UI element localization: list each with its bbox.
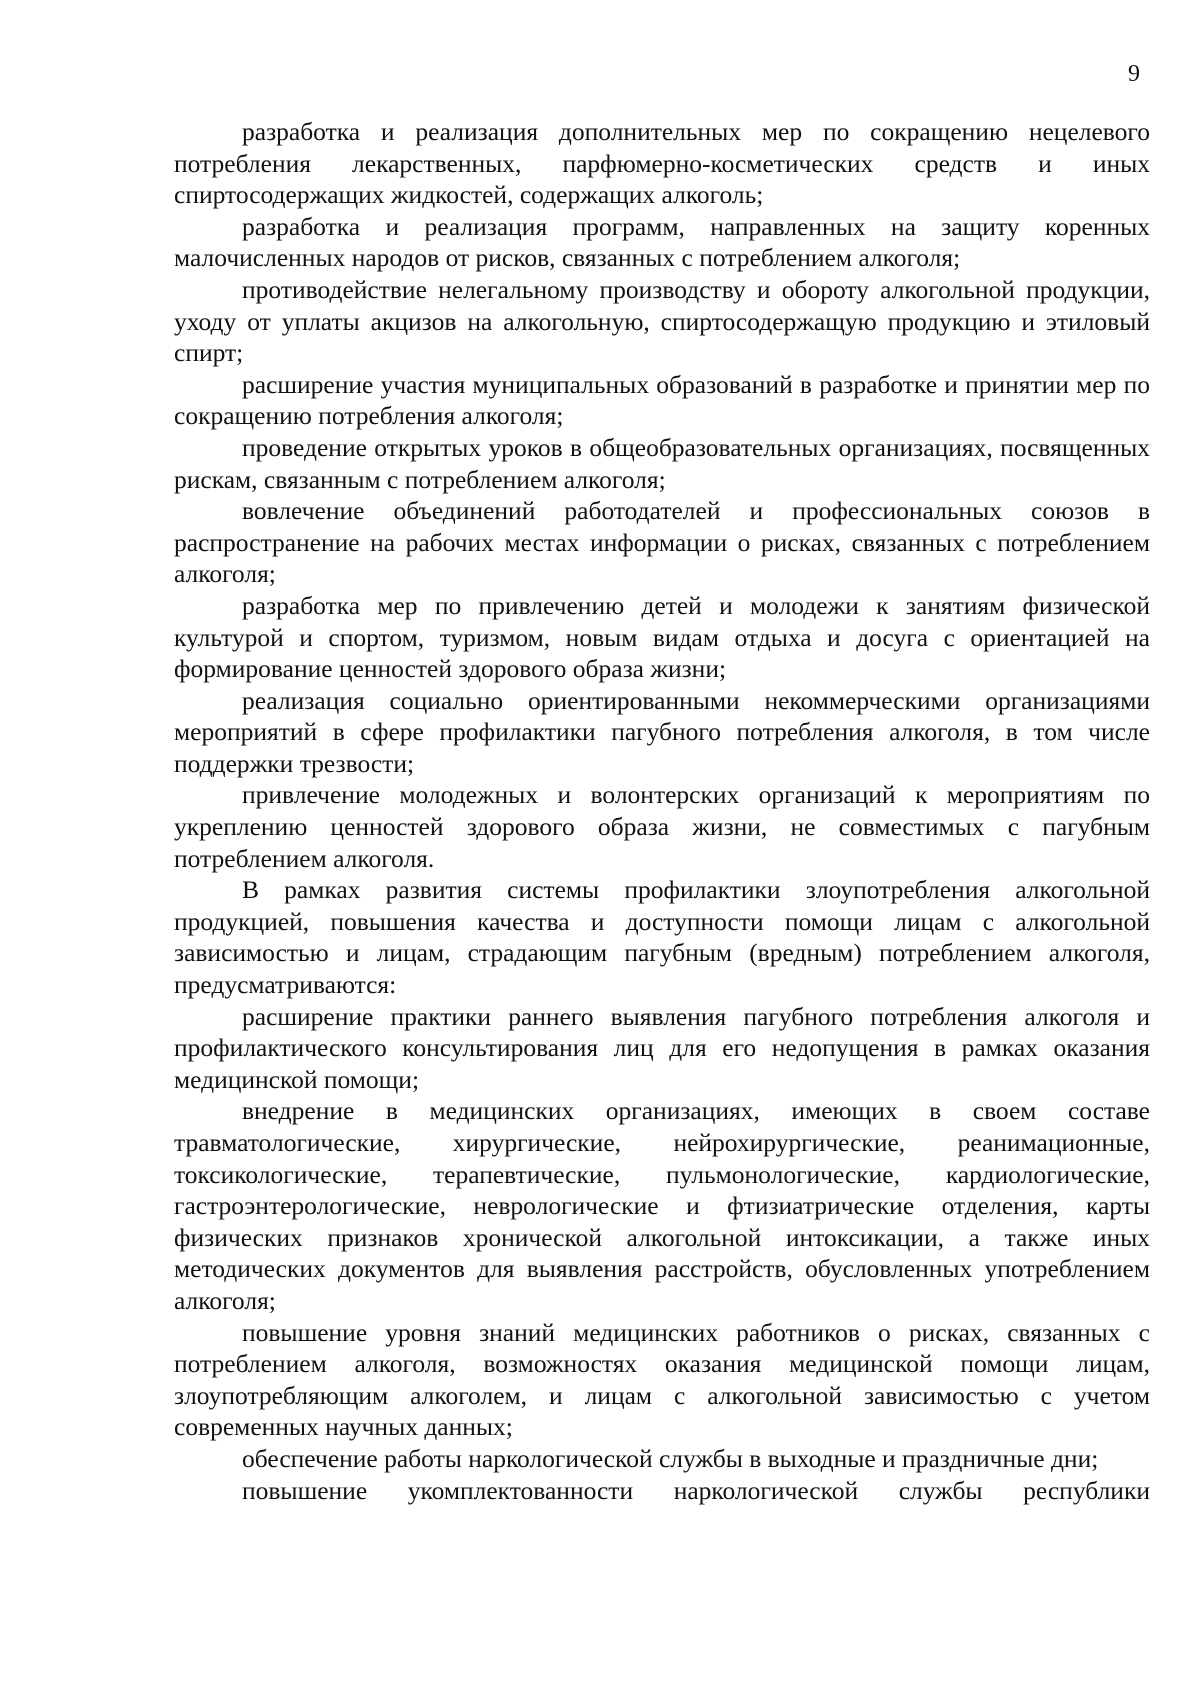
paragraph: вовлечение объединений работодателей и профессиональных союзов в распространение на рабочих местах информации о рисках, связанных с потреблением алкоголя;	[174, 496, 1150, 589]
paragraph: повышение уровня знаний медицинских работников о рисках, связанных с потреблением алкоголя, возможностях оказания медицинской помощи лицам, злоупотребляющим алкоголем, и лицам с алкогольной зависимостью с учетом современных научных данных;	[174, 1317, 1150, 1442]
paragraph: разработка и реализация программ, направленных на защиту коренных малочисленных народов от рисков, связанных с потреблением алкоголя;	[174, 211, 1150, 273]
paragraph: В рамках развития системы профилактики злоупотребления алкогольной продукцией, повышения качества и доступности помощи лицам с алкогольной зависимостью и лицам, страдающим пагубным (вредным) потреблением алкоголя, предусматриваются:	[174, 875, 1150, 1000]
paragraph: повышение укомплектованности наркологической службы республики	[242, 1475, 1150, 1505]
paragraph: расширение участия муниципальных образований в разработке и принятии мер по сокращению потребления алкоголя;	[174, 369, 1150, 431]
paragraph: разработка мер по привлечению детей и молодежи к занятиям физической культурой и спортом, туризмом, новым видам отдыха и досуга с ориентацией на формирование ценностей здорового образа жизни;	[174, 590, 1150, 684]
paragraph: привлечение молодежных и волонтерских организаций к мероприятиям по укреплению ценностей здорового образа жизни, не совместимых с пагубным потреблением алкоголя.	[174, 780, 1150, 873]
page-number: 9	[1128, 61, 1140, 87]
paragraph: расширение практики раннего выявления пагубного потребления алкоголя и профилактического консультирования лиц для его недопущения в рамках оказания медицинской помощи;	[174, 1001, 1150, 1094]
paragraph: внедрение в медицинских организациях, имеющих в своем составе травматологические, хирургические, нейрохирургические, реанимационные, токсикологические, терапевтические, пульмонологические, кардиологические, гастроэнтерологические, неврологические и фтизиатрические отделения, карты физических признаков хронической алкогольной интоксикации, а также иных методических документов для выявления расстройств, обусловленных употреблением алкоголя;	[174, 1096, 1150, 1315]
paragraph: проведение открытых уроков в общеобразовательных организациях, посвященных рискам, связанным с потреблением алкоголя;	[174, 432, 1150, 494]
paragraph: реализация социально ориентированными некоммерческими организациями мероприятий в сфере профилактики пагубного потребления алкоголя, в том числе поддержки трезвости;	[174, 685, 1150, 778]
paragraph: противодействие нелегальному производству и обороту алкогольной продукции, уходу от уплаты акцизов на алкогольную, спиртосодержащую продукцию и этиловый спирт;	[174, 274, 1150, 368]
paragraph: разработка и реализация дополнительных мер по сокращению нецелевого потребления лекарственных, парфюмерно-косметических средств и иных спиртосодержащих жидкостей, содержащих алкоголь;	[174, 117, 1150, 210]
document-body	[174, 116, 1150, 1506]
paragraph: обеспечение работы наркологической службы в выходные и праздничные дни;	[242, 1443, 1099, 1473]
